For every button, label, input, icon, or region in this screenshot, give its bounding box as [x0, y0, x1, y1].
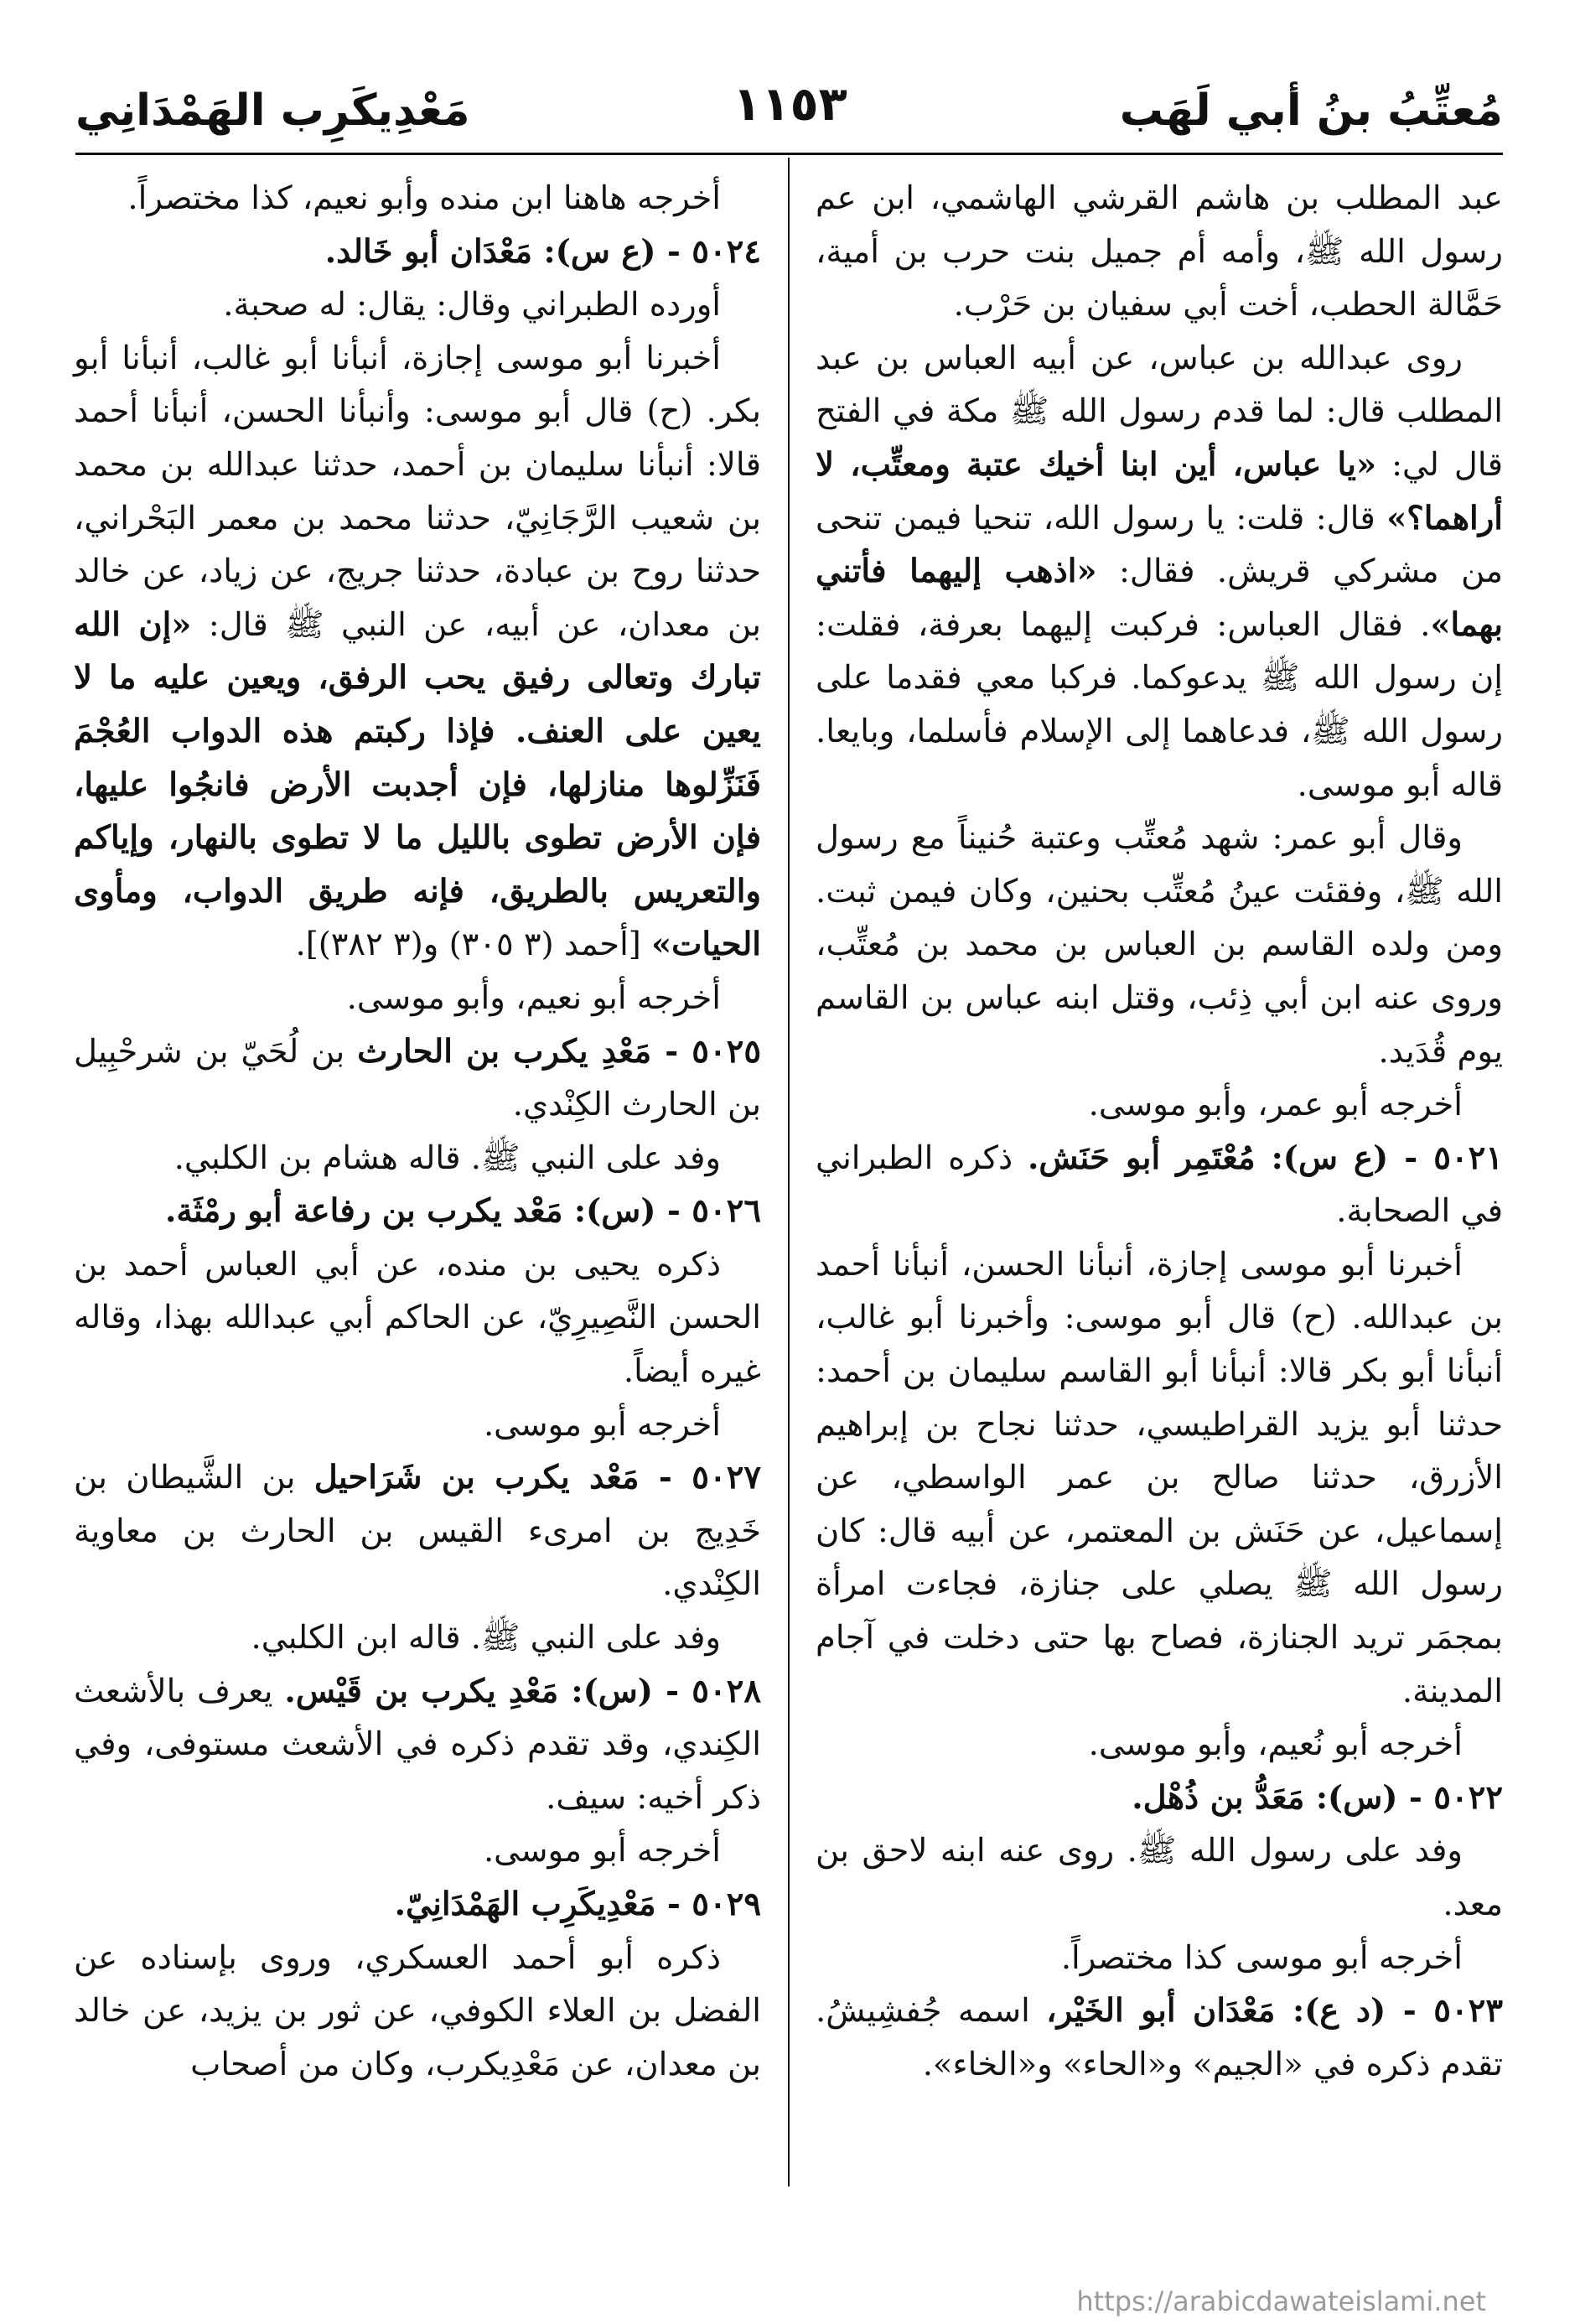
source-note: أخرجه أبو عمر، وأبو موسى.: [1088, 1086, 1463, 1124]
text-run: . فقال العباس: فركبت إليهما بعرفة، فقلت: إن رسول الله ﷺ يدعوكما. فركبا معي فقدما على رسول الله ﷺ، فدعاهما إلى الإسلام فأسلما، وبايعا. قاله أبو موسى.: [816, 605, 1503, 804]
entry-5021: [816, 1132, 1503, 1238]
entry-5022: [816, 1772, 1503, 1825]
entry-number: ٥٠٢٨ -: [666, 1672, 761, 1710]
entry-title: (د ع): مَعْدَان أبو الخَيْر،: [1046, 1992, 1403, 2031]
entry-number: ٥٠٢٧ -: [658, 1459, 761, 1497]
entry-number: ٥٠٢٣ -: [1402, 1992, 1503, 2031]
entry-number: ٥٠٢٥ -: [665, 1032, 761, 1071]
source-note: أخرجه أبو نُعيم، وأبو موسى.: [1088, 1725, 1463, 1764]
paragraph: [816, 332, 1503, 812]
text-run: أخبرنا أبو موسى إجازة، أنبأنا أبو غالب، أنبأنا أبو بكر. (ح) قال أبو موسى: وأنبأنا الحسن، أنبأنا أحمد قالا: أنبأنا سليمان بن أحمد، حدثنا عبدالله بن محمد بن شعيب الرَّجَانِيّ، حدثنا محمد بن معمر البَحْراني، حدثنا روح بن عبادة، حدثنا جريج، عن زياد، عن خالد بن معدان، عن أبيه، عن النبي ﷺ قال:: [74, 339, 761, 644]
entry-5028: [74, 1665, 761, 1825]
entry-title: مَعْدِ يكرب بن الحارث: [357, 1032, 666, 1071]
header-rule: [75, 153, 1503, 155]
paragraph: أخبرنا أبو موسى إجازة، أنبأنا الحسن، أنبأنا أحمد بن عبدالله. (ح) قال أبو موسى: وأخبرنا أبو غالب، أنبأنا أبو بكر قالا: أنبأنا أبو القاسم سليمان بن أحمد: حدثنا أبو يزيد القراطيسي، حدثنا نجاح بن إبراهيم الأزرق، حدثنا صالح بن عمر الواسطي، عن إسماعيل، عن حَنَش بن المعتمر، عن أبيه قال: كان رسول الله ﷺ يصلي على جنازة، فجاءت امرأة بمجمَر تريد الجنازة، فصاح بها حتى دخلت في آجام المدينة.: [816, 1245, 1503, 1710]
entry-title: (س): مَعْدِ يكرب بن قَيْس.: [284, 1672, 666, 1710]
text-run: بن لُحَيّ بن شرحْبِيل بن الحارث الكِنْدي.: [74, 1032, 761, 1124]
source-note: أخرجه أبو موسى.: [483, 1832, 721, 1870]
entry-5027: [74, 1451, 761, 1611]
watermark-url: https://arabicdawateislami.net: [1076, 2285, 1486, 2317]
entry-5024: [74, 226, 761, 279]
entry-title: مَعْدِيكَرِب الهَمْدَانِيّ.: [394, 1886, 667, 1923]
entry-title: (س): مَعْد يكرب بن رفاعة أبو رمْثَة.: [165, 1192, 667, 1231]
entry-title: (س): مَعَدُّ بن ذُهْل.: [1132, 1778, 1409, 1817]
running-head-right: مُعتِّبُ بنُ أبي لَهَب: [1119, 86, 1503, 136]
paragraph: ذكره يحيى بن منده، عن أبي العباس أحمد بن الحسن النَّصِيرِيّ، عن الحاكم أبي عبدالله بهذا، وقاله غيره أيضاً.: [74, 1245, 761, 1391]
page-number: ١١٥٣: [733, 77, 847, 132]
entry-title: (ع س): مَعْدَان أبو خَالد.: [324, 232, 667, 271]
entry-number: ٥٠٢١ -: [1404, 1139, 1503, 1177]
text-run: قال: قلت: يا رسول الله، تنحيا فيمن تنحى من مشركي قريش. فقال:: [816, 499, 1504, 591]
entry-5025: [74, 1025, 761, 1132]
paragraph: ذكره أبو أحمد العسكري، وروى بإسناده عن الفضل بن العلاء الكوفي، عن ثور بن يزيد، عن خالد بن معدان، عن مَعْدِيكرب، وكان من أصحاب: [74, 1938, 761, 2083]
paragraph: أورده الطبراني وقال: يقال: له صحبة.: [223, 286, 721, 324]
source-note: أخرجه أبو موسى كذا مختصراً.: [1060, 1938, 1463, 1977]
hadith-quote: «إن الله تبارك وتعالى رفيق يحب الرفق، ويعين عليه ما لا يعين على العنف. فإذا ركبتم هذه الدواب العُجْمَ فَنَزِّلوها منازلها، فإن أجدبت الأرض فانجُوا عليها، فإن الأرض تطوى بالليل ما لا تطوى بالنهار، وإياكم والتعريس بالطريق، فإنه طريق الدواب، ومأوى الحيات»: [74, 605, 761, 964]
hadith-quote: «اذهب إليهما فأتني بهما»: [816, 552, 1503, 644]
text-run: اسمه جُفشِيشُ. تقدم ذكره في «الجيم» و«الحاء» و«الخاء».: [816, 1992, 1503, 2083]
paragraph: وفد على النبي ﷺ. قاله ابن الكلبي.: [251, 1619, 721, 1657]
paragraph: وقال أبو عمر: شهد مُعتِّب وعتبة حُنيناً مع رسول الله ﷺ، وفقئت عينُ مُعتِّب بحنين، وكان فيمن ثبت. ومن ولده القاسم بن العباس بن محمد بن مُعتِّب، وروى عنه ابن أبي ذِئب، وقتل ابنه عباس بن القاسم يوم قُدَيد.: [816, 819, 1503, 1071]
column-divider: [788, 158, 790, 2187]
entry-title: (ع س): مُعْتَمِر أبو حَنَش.: [1027, 1139, 1405, 1177]
entry-number: ٥٠٢٦ -: [666, 1192, 761, 1231]
paragraph: وفد على النبي ﷺ. قاله هشام بن الكلبي.: [174, 1139, 721, 1177]
source-note: أخرجه أبو موسى.: [483, 1405, 721, 1444]
text-run: روى عبدالله بن عباس، عن أبيه العباس بن عبد المطلب قال: لما قدم رسول الله ﷺ مكة في الفتح قال لي:: [816, 339, 1504, 484]
text-run: ذكره الطبراني في الصحابة.: [816, 1139, 1503, 1231]
entry-number: ٥٠٢٢ -: [1408, 1778, 1503, 1817]
text-run: بن الشَّيطان بن خَدِيج بن امرىء القيس بن الحارث بن معاوية الكِنْدي.: [74, 1459, 761, 1604]
left-column: [74, 172, 761, 2091]
right-column: [816, 172, 1503, 2091]
source-note: أخرجه هاهنا ابن منده وأبو نعيم، كذا مختصراً.: [127, 179, 721, 217]
entry-5026: [74, 1185, 761, 1238]
entry-number: ٥٠٢٤ -: [666, 232, 761, 271]
entry-5023: [816, 1984, 1503, 2091]
paragraph: [74, 332, 761, 972]
source-note: أخرجه أبو نعيم، وأبو موسى.: [346, 978, 721, 1017]
entry-5029: [74, 1878, 761, 1932]
entry-title: مَعْد يكرب بن شَرَاحيل: [313, 1459, 659, 1497]
text-run: يعرف بالأشعث الكِندي، وقد تقدم ذكره في الأشعث مستوفى، وفي ذكر أخيه: سيف.: [74, 1672, 761, 1817]
paragraph: وفد على رسول الله ﷺ. روى عنه ابنه لاحق بن معد.: [816, 1832, 1503, 1923]
citation: [أحمد (٣ ٣٠٥) و(٣ ٣٨٢)].: [295, 926, 652, 964]
entry-number: ٥٠٢٩ -: [666, 1886, 761, 1923]
running-head-left: مَعْدِيكَرِب الهَمْدَانِي: [75, 86, 470, 136]
hadith-quote: «يا عباس، أين ابنا أخيك عتبة ومعتِّب، لا أراهما؟»: [816, 445, 1503, 537]
paragraph: عبد المطلب بن هاشم القرشي الهاشمي، ابن عم رسول الله ﷺ، وأمه أم جميل بنت حرب بن أمية، حَمَّالة الحطب، أخت أبي سفيان بن حَرْب.: [816, 179, 1503, 324]
